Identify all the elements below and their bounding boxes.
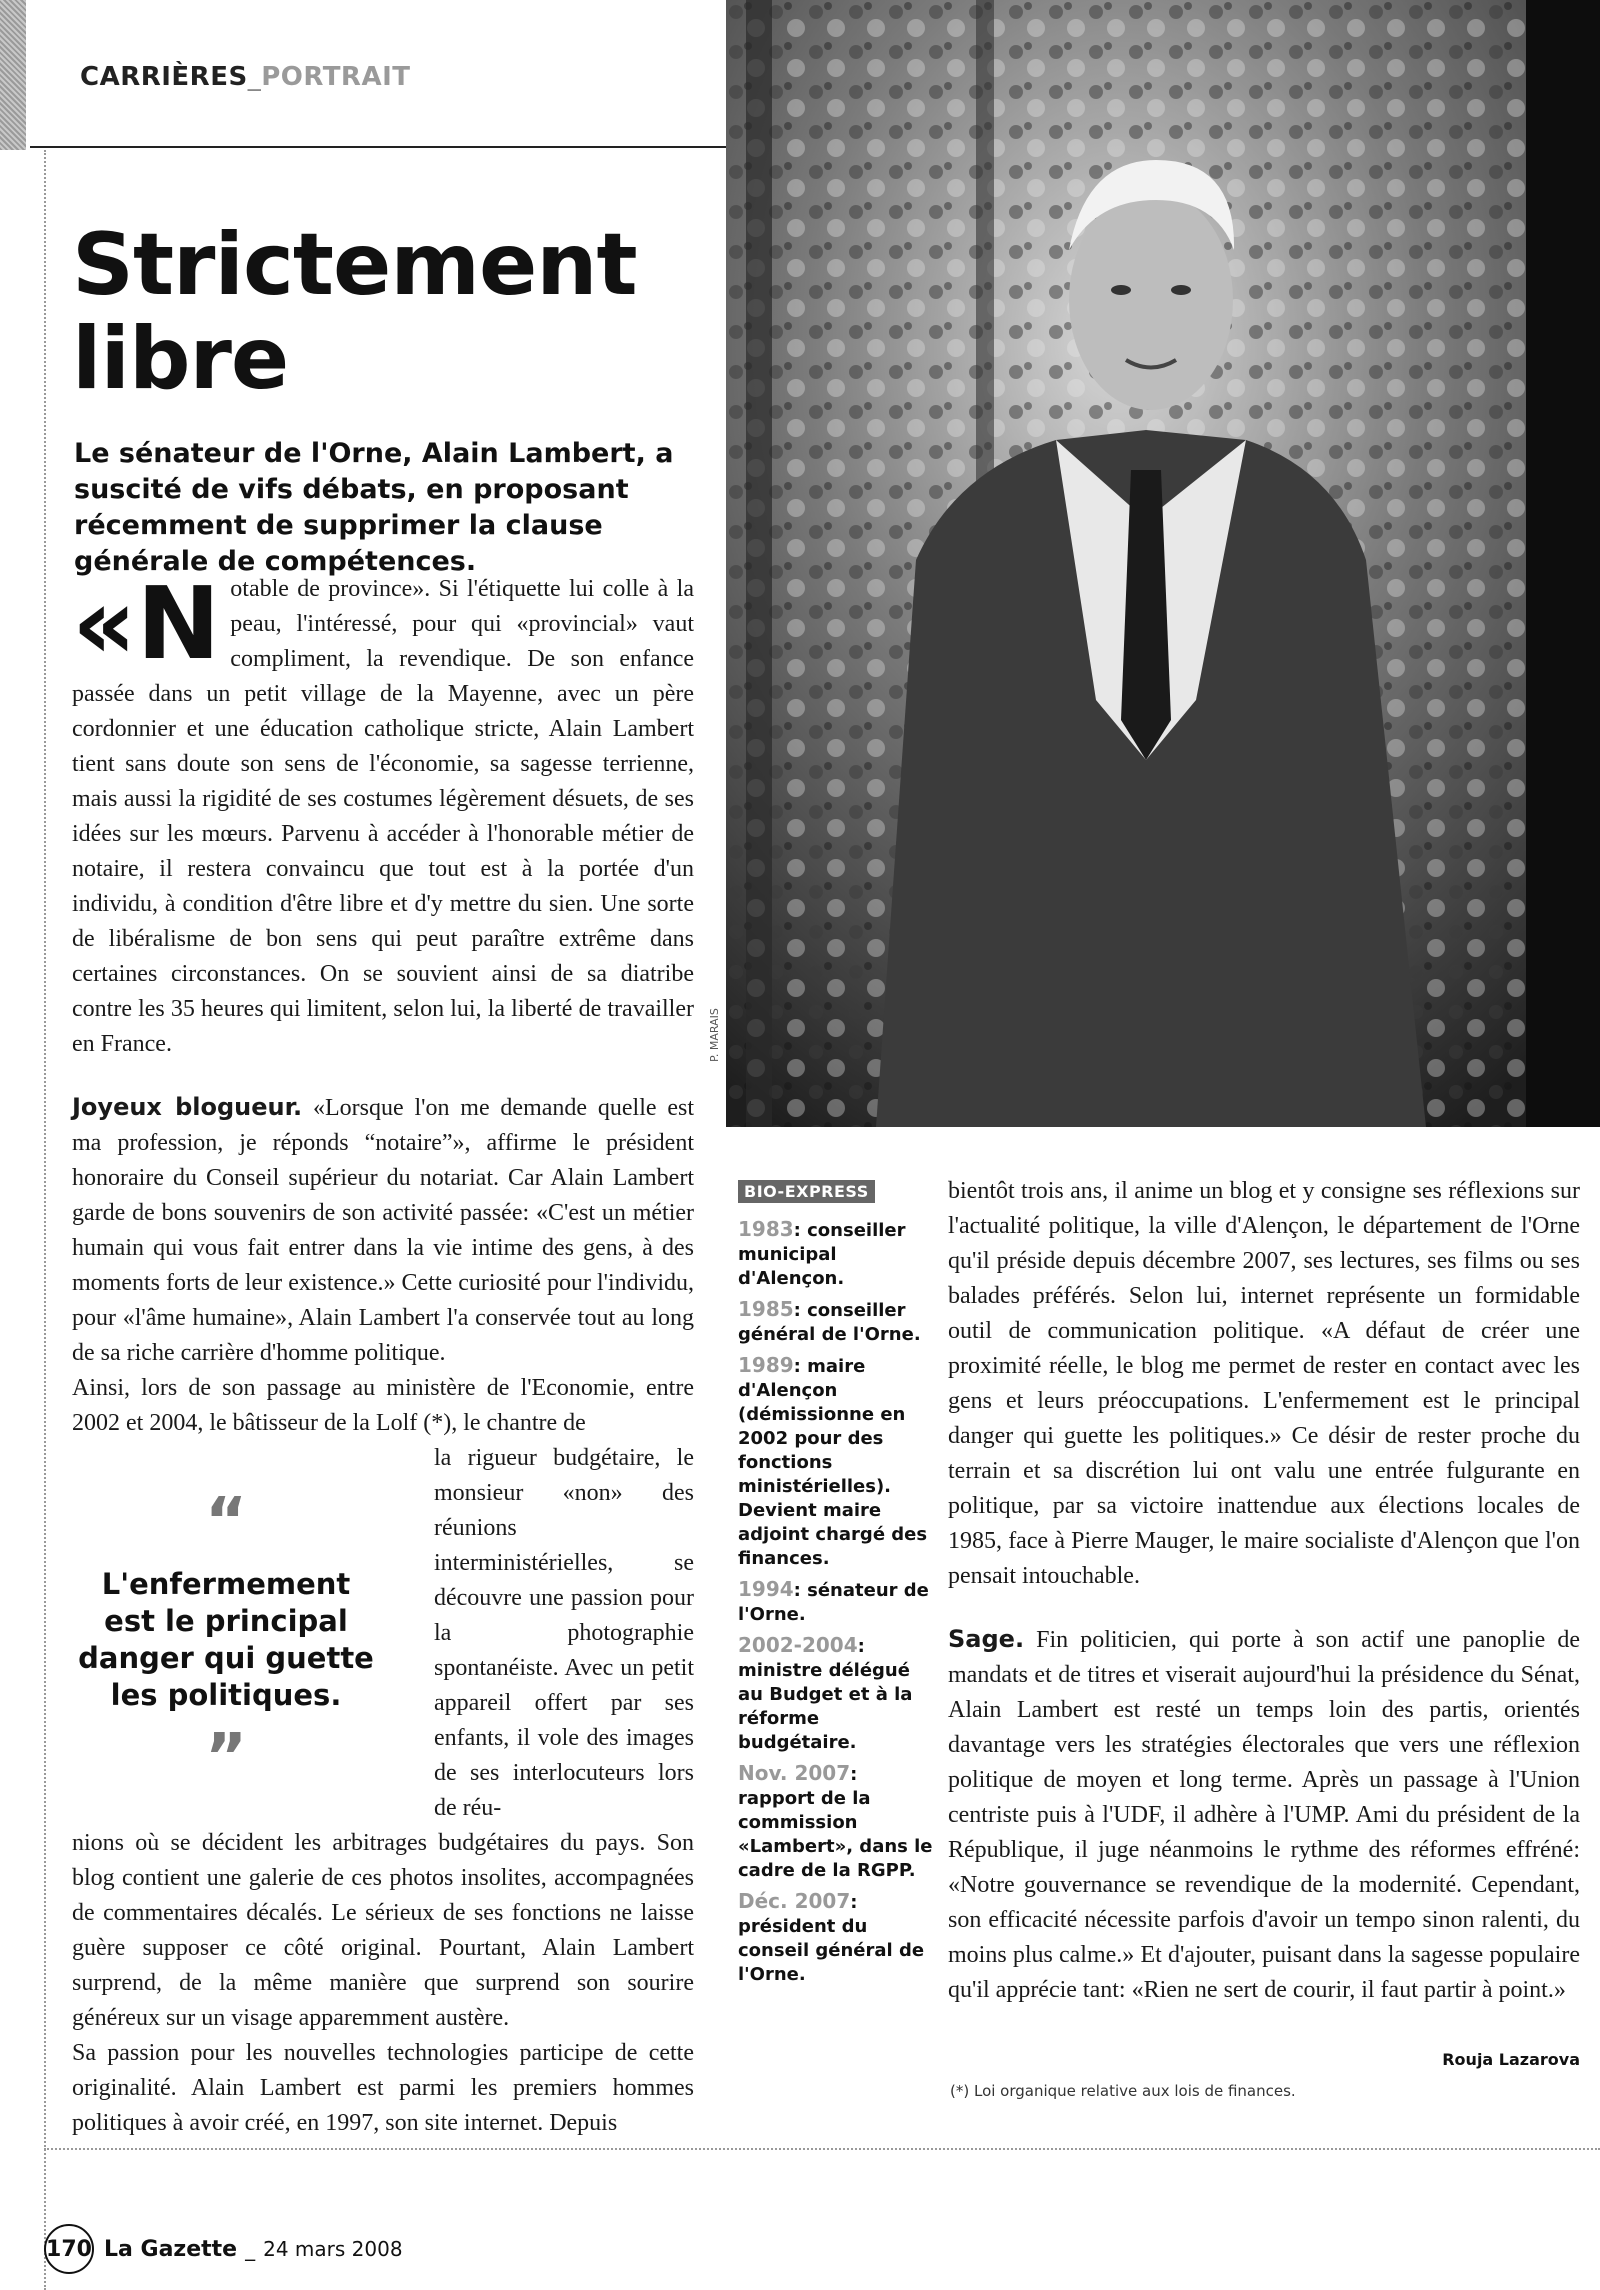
bio-entry [738, 1633, 938, 1755]
close-quote-icon: ” [204, 1721, 248, 1795]
intro-paragraph [72, 565, 694, 1062]
section-subsection: PORTRAIT [261, 62, 411, 92]
section-separator: _ [247, 62, 262, 92]
bio-entry [738, 1761, 938, 1883]
lead-in-joyeux-blogueur: Joyeux blogueur. [72, 1093, 303, 1121]
paragraph-ainsi [72, 1371, 694, 1441]
bio-entry [738, 1577, 938, 1627]
bio-desc: : maire d'Alençon (démissionne en 2002 pour des fonctions ministérielles). Devient maire adjoint chargé des finances. [738, 1356, 928, 1569]
pull-quote [76, 1485, 376, 1795]
headline [72, 215, 637, 409]
bio-year: Déc. 2007 [738, 1889, 851, 1913]
paragraph-sage [948, 1622, 1580, 2008]
portrait-photo-image [726, 0, 1600, 1127]
section-label [80, 62, 411, 92]
paragraph-end [72, 1826, 694, 2036]
margin-stripe [0, 0, 26, 150]
article-body-right [948, 1174, 1580, 2008]
bio-express-title: BIO-EXPRESS [738, 1180, 875, 1203]
bio-year: 1985 [738, 1297, 794, 1321]
headline-line-1: Strictement [72, 215, 637, 315]
article-body-left [72, 565, 694, 2141]
bio-year: 1989 [738, 1353, 794, 1377]
photo-credit: P. MARAIS [708, 1008, 721, 1062]
paragraph-text: Fin politicien, qui porte à son actif une panoplie de mandats et de titres et viserait aujourd'hui la présidence du Sénat, Alain Lambert est resté un temps loin des partis, orientés davantage vers les stratégies électorales que vers une réflexion politique de moyen et long terme. Après un passage à l'Union centriste puis à l'UDF, il adhère à l'UMP. Ami du président de la République, il juge néanmoins le rythme des réformes effréné: «Notre gouvernance se revendique de la modernité. Cependant, son efficacité nécessite parfois d'avoir un tempo sinon ralenti, du moins plus calme.» Et d'ajouter, puisant dans la sagesse populaire qu'il apprécie tant: «Rien ne sert de courir, il faut partir à point.» [948, 1627, 1580, 2003]
pull-quote-text: L'enfermement est le principal danger qui guette les politiques. [78, 1567, 374, 1712]
dotted-footer-line [44, 2148, 1600, 2150]
bio-year: 1983 [738, 1217, 794, 1241]
open-quote-icon: “ [204, 1485, 248, 1559]
standfirst: Le sénateur de l'Orne, Alain Lambert, a suscité de vifs débats, en proposant récemment de supprimer la clause générale de compétences. [74, 438, 674, 577]
bio-entry [738, 1353, 938, 1571]
bio-express-sidebar [738, 1180, 938, 1993]
bio-desc: : conseiller municipal d'Alençon. [738, 1220, 906, 1289]
paragraph-technologies [72, 2036, 694, 2141]
paragraph-wrap-text [434, 1441, 694, 1826]
page-number: 170 [44, 2224, 94, 2274]
bio-entry [738, 1889, 938, 1987]
section-kicker: CARRIÈRES [80, 62, 248, 92]
paragraph-text: Sa passion pour les nouvelles technologies participe de cette originalité. Alain Lambert est parmi les premiers hommes politiques à avoir créé, en 1997, son site internet. Depuis [72, 2040, 694, 2136]
bio-desc: : rapport de la commission «Lambert», dans le cadre de la RGPP. [738, 1764, 933, 1881]
page-footer [44, 2224, 403, 2274]
bio-year: Nov. 2007 [738, 1761, 851, 1785]
paragraph-text: bientôt trois ans, il anime un blog et y consigne ses réflexions sur l'actualité politique, la ville d'Alençon, le département de l'Orne qu'il préside depuis décembre 2007, ses lectures, ses films ou ses balades préférés. Selon lui, internet représente un formidable outil de communication politique. «A défaut de créer une proximité réelle, le blog me permet de rester en contact avec les gens et leurs préoccupations. L'enfermement est le principal danger qui guette les politiques.» Ce désir de rester proche du terrain et sa discrétion lui ont valu une entrée fulgurante en politique, par sa victoire inattendue aux élections locales de 1985, face à Pierre Mauger, le maire socialiste d'Alençon que l'on pensait intouchable. [948, 1178, 1580, 1589]
footer-separator: _ [245, 2237, 256, 2261]
author-byline: Rouja Lazarova [1442, 2050, 1580, 2069]
bio-desc: : ministre délégué au Budget et à la réforme budgétaire. [738, 1636, 913, 1753]
lead-in-sage: Sage. [948, 1625, 1025, 1653]
dotted-margin-line [44, 150, 46, 2290]
bio-desc: : sénateur de l'Orne. [738, 1580, 929, 1625]
paragraph-text: «Lorsque l'on me demande quelle est ma profession, je réponds “notaire”», affirme le président honoraire du Conseil supérieur du notariat. Car Alain Lambert garde de bons souvenirs de son activité passée: «C'est un métier humain qui vous fait entrer dans la vie intime des gens, à des moments forts de leur existence.» Cette curiosité pour l'individu, pour «l'âme humaine», Alain Lambert l'a conservée tout au long de sa riche carrière d'homme politique. [72, 1095, 694, 1366]
issue-date: 24 mars 2008 [263, 2237, 403, 2261]
dropcap: «N [72, 565, 221, 682]
bio-desc: : président du conseil général de l'Orne. [738, 1892, 925, 1985]
bio-desc: : conseiller général de l'Orne. [738, 1300, 921, 1345]
bio-entry [738, 1217, 938, 1291]
headline-line-2: libre [72, 309, 289, 409]
footnote: (*) Loi organique relative aux lois de finances. [950, 2082, 1296, 2100]
bio-year: 1994 [738, 1577, 794, 1601]
paragraph-text: la rigueur budgétaire, le monsieur «non» des réunions interministérielles, se découvre une passion pour la photographie spontanéiste. Avec un petit appareil offert par ses enfants, il vole des images de ses interlocuteurs lors de réu- [434, 1445, 694, 1821]
bio-entry [738, 1297, 938, 1347]
paragraph-text: nions où se décident les arbitrages budgétaires du pays. Son blog contient une galerie de ces photos insolites, accompagnées de commentaires décalés. Le sérieux de ses fonctions ne laisse guère supposer ce côté original. Pourtant, Alain Lambert surprend, de la même manière que surprend son sourire généreux sur un visage apparemment austère. [72, 1830, 694, 2031]
intro-text: otable de province». Si l'étiquette lui colle à la peau, l'intéressé, pour qui «provincial» vaut compliment, la revendique. De son enfance passée dans un petit village de la Mayenne, avec un père cordonnier et une éducation catholique stricte, Alain Lambert tient sans doute son sens de l'économie, sa sagesse terrienne, mais aussi la rigidité de ses costumes légèrement désuets, de ses idées sur les mœurs. Parvenu à accéder à l'honorable métier de notaire, il restera convaincu que tout est à la portée d'un individu, à condition d'être libre et d'y mettre du sien. Une sorte de libéralisme de bon sens qui peut paraître extrême dans certaines circonstances. On se souvient ainsi de sa diatribe contre les 35 heures qui limitent, selon lui, la liberté de travailler en France. [72, 576, 694, 1057]
portrait-photo [726, 0, 1600, 1127]
magazine-name: La Gazette [104, 2236, 238, 2262]
paragraph-text: Ainsi, lors de son passage au ministère de l'Economie, entre 2002 et 2004, le bâtisseur de la Lolf (*), le chantre de [72, 1375, 694, 1436]
bio-year: 2002-2004 [738, 1633, 858, 1657]
paragraph-blog [948, 1174, 1580, 1594]
paragraph-joyeux-blogueur [72, 1090, 694, 1371]
header-rule [30, 146, 730, 148]
